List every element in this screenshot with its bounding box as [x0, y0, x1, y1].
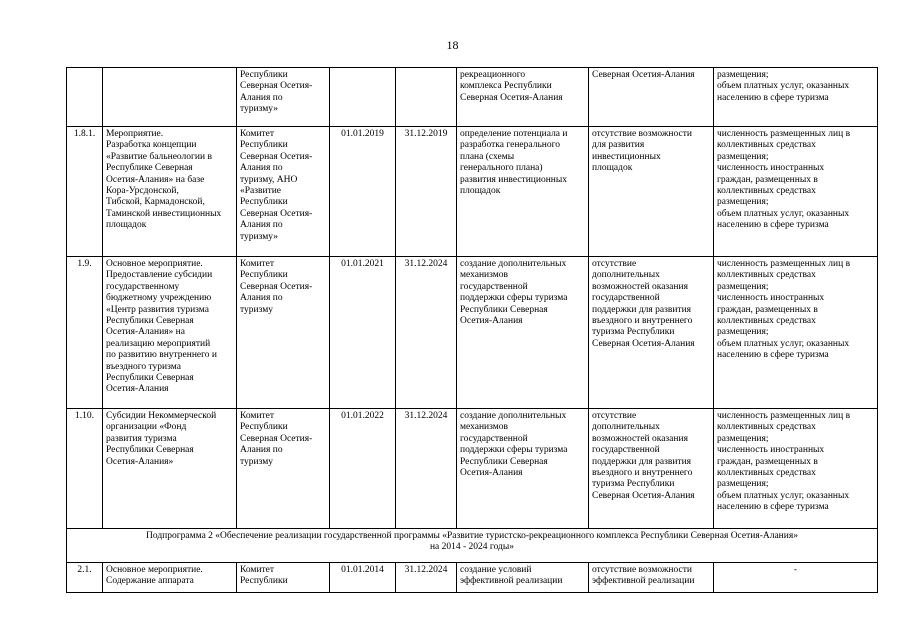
non-implementation-consequences: Северная Осетия-Алания	[589, 68, 714, 127]
executor: Комитет Республики Северная Осетия- Алания по туризму	[237, 257, 330, 409]
program-table	[66, 67, 878, 593]
event-name: Мероприятие. Разработка концепции «Развитие бальнеологии в Республике Северная Осетия-Алания» на базе Кора-Урсдонской, Тибской, Кармадонской, Таминской инвестиционных площадок	[103, 127, 237, 257]
non-implementation-consequences: отсутствие дополнительных возможностей оказания государственной поддержки для развития въездного и внутреннего туризма Республики Северная Осетия-Алания	[589, 257, 714, 409]
row-number	[67, 68, 103, 127]
indicators: численность размещенных лиц в коллективных средствах размещения; численность иностранных граждан, размещенных в коллективных средствах размещения; объем платных услуг, оказанных населению в сфере туризма	[714, 409, 878, 529]
row-number: 1.10.	[67, 409, 103, 529]
executor: Республики Северная Осетия- Алания по туризму»	[237, 68, 330, 127]
executor: Комитет Республики	[237, 563, 330, 593]
expected-result: создание условий эффективной реализации	[457, 563, 589, 593]
indicators: размещения; объем платных услуг, оказанных населению в сфере туризма	[714, 68, 878, 127]
event-name: Субсидии Некоммерческой организации «Фонд развития туризма Республики Северная Осетия-Алания»	[103, 409, 237, 529]
expected-result: создание дополнительных механизмов государственной поддержки сферы туризма Республики Северная Осетия-Алания	[457, 409, 589, 529]
event-name	[103, 68, 237, 127]
end-date: 31.12.2019	[396, 127, 457, 257]
subprogram-title: Подпрограмма 2 «Обеспечение реализации государственной программы «Развитие туристско-рекреационного комплекса Республики Северная Осетия-Алания» на 2014 - 2024 годы»	[67, 529, 878, 563]
start-date: 01.01.2019	[330, 127, 396, 257]
indicators: численность размещенных лиц в коллективных средствах размещения; численность иностранных граждан, размещенных в коллективных средствах размещения; объем платных услуг, оказанных населению в сфере туризма	[714, 257, 878, 409]
expected-result: определение потенциала и разработка генерального плана (схемы генерального плана) развития инвестиционных площадок	[457, 127, 589, 257]
non-implementation-consequences: отсутствие возможности эффективной реализации	[589, 563, 714, 593]
indicators: численность размещенных лиц в коллективных средствах размещения; численность иностранных граждан, размещенных в коллективных средствах размещения; объем платных услуг, оказанных населению в сфере туризма	[714, 127, 878, 257]
non-implementation-consequences: отсутствие возможности для развития инвестиционных площадок	[589, 127, 714, 257]
subprogram-row	[67, 529, 878, 563]
event-name: Основное мероприятие. Содержание аппарата	[103, 563, 237, 593]
end-date: 31.12.2024	[396, 563, 457, 593]
executor: Комитет Республики Северная Осетия- Алания по туризму	[237, 409, 330, 529]
table-row	[67, 409, 878, 529]
end-date: 31.12.2024	[396, 409, 457, 529]
executor: Комитет Республики Северная Осетия- Алания по туризму, АНО «Развитие Республики Северная Осетия- Алания по туризму»	[237, 127, 330, 257]
table-row	[67, 257, 878, 409]
start-date: 01.01.2014	[330, 563, 396, 593]
table-row	[67, 563, 878, 593]
row-number: 1.9.	[67, 257, 103, 409]
indicators: -	[714, 563, 878, 593]
expected-result: рекреационного комплекса Республики Северная Осетия-Алания	[457, 68, 589, 127]
page-number: 18	[446, 38, 459, 52]
end-date	[396, 68, 457, 127]
row-number: 2.1.	[67, 563, 103, 593]
start-date: 01.01.2021	[330, 257, 396, 409]
start-date: 01.01.2022	[330, 409, 396, 529]
table-row	[67, 68, 878, 127]
row-number: 1.8.1.	[67, 127, 103, 257]
event-name: Основное мероприятие. Предоставление субсидии государственному бюджетному учреждению «Центр развития туризма Республики Северная Осетия-Алания» на реализацию мероприятий по развитию внутреннего и въездного туризма Республики Северная Осетия-Алания	[103, 257, 237, 409]
expected-result: создание дополнительных механизмов государственной поддержки сферы туризма Республики Северная Осетия-Алания	[457, 257, 589, 409]
start-date	[330, 68, 396, 127]
non-implementation-consequences: отсутствие дополнительных возможностей оказания государственной поддержки для развития въездного и внутреннего туризма Республики Северная Осетия-Алания	[589, 409, 714, 529]
table-row	[67, 127, 878, 257]
end-date: 31.12.2024	[396, 257, 457, 409]
